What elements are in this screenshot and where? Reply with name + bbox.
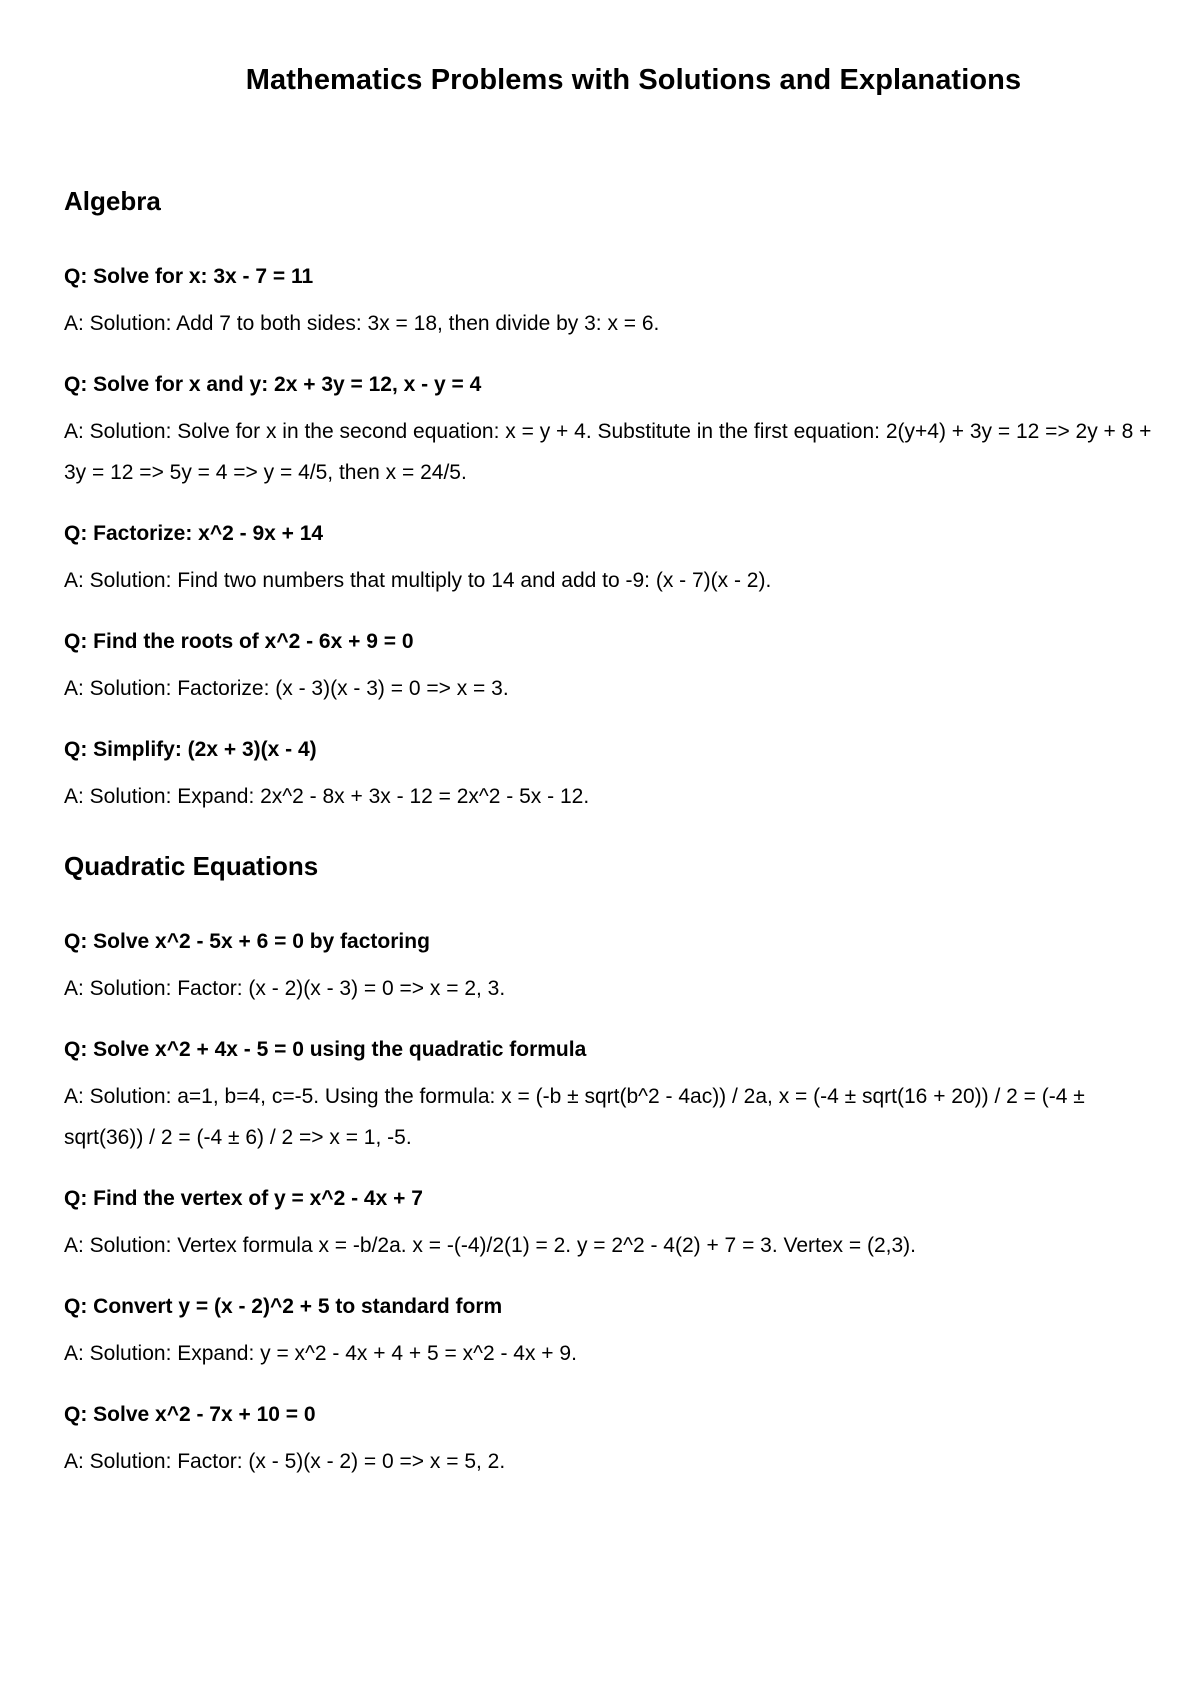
answer-text: A: Solution: Add 7 to both sides: 3x = 18, then divide by 3: x = 6. <box>64 312 660 335</box>
section-heading: Algebra <box>64 186 161 216</box>
question-text: Q: Solve x^2 + 4x - 5 = 0 using the quadratic formula <box>64 1038 587 1061</box>
question-text: Q: Find the vertex of y = x^2 - 4x + 7 <box>64 1187 423 1210</box>
qa-item <box>64 1292 1154 1374</box>
question-text: Q: Solve x^2 - 7x + 10 = 0 <box>64 1403 316 1426</box>
qa-item <box>64 519 1154 601</box>
document-body <box>64 184 1154 1514</box>
qa-item <box>64 1184 1154 1266</box>
answer-text: A: Solution: Factor: (x - 2)(x - 3) = 0 => x = 2, 3. <box>64 977 506 1000</box>
answer-text: A: Solution: a=1, b=4, c=-5. Using the formula: x = (-b ± sqrt(b^2 - 4ac)) / 2a, x = (-4 ± sqrt(16 + 20)) / 2 = (-4 ± sqrt(36)) / 2 = (-4 ± 6) / 2 => x = 1, -5. <box>64 1085 1085 1149</box>
qa-item <box>64 735 1154 817</box>
answer-text: A: Solution: Find two numbers that multiply to 14 and add to -9: (x - 7)(x - 2). <box>64 569 772 592</box>
question-text: Q: Solve for x and y: 2x + 3y = 12, x - y = 4 <box>64 373 482 396</box>
answer-text: A: Solution: Factor: (x - 5)(x - 2) = 0 => x = 5, 2. <box>64 1450 506 1473</box>
qa-item <box>64 1035 1154 1158</box>
qa-item <box>64 627 1154 709</box>
section-quadratic-equations <box>64 849 1154 1482</box>
answer-text: A: Solution: Factorize: (x - 3)(x - 3) = 0 => x = 3. <box>64 677 509 700</box>
question-text: Q: Convert y = (x - 2)^2 + 5 to standard form <box>64 1295 503 1318</box>
qa-item <box>64 1400 1154 1482</box>
question-text: Q: Solve for x: 3x - 7 = 11 <box>64 265 314 288</box>
answer-text: A: Solution: Solve for x in the second equation: x = y + 4. Substitute in the first equation: 2(y+4) + 3y = 12 => 2y + 8 + 3y = 12 => 5y = 4 => y = 4/5, then x = 24/5. <box>64 420 1152 484</box>
question-text: Q: Find the roots of x^2 - 6x + 9 = 0 <box>64 630 414 653</box>
question-text: Q: Simplify: (2x + 3)(x - 4) <box>64 738 317 761</box>
qa-list <box>64 927 1154 1482</box>
qa-item <box>64 927 1154 1009</box>
section-heading: Quadratic Equations <box>64 851 319 881</box>
answer-text: A: Solution: Vertex formula x = -b/2a. x = -(-4)/2(1) = 2. y = 2^2 - 4(2) + 7 = 3. Vertex = (2,3). <box>64 1234 916 1257</box>
answer-text: A: Solution: Expand: y = x^2 - 4x + 4 + 5 = x^2 - 4x + 9. <box>64 1342 577 1365</box>
question-text: Q: Factorize: x^2 - 9x + 14 <box>64 522 324 545</box>
qa-item <box>64 370 1154 493</box>
qa-list <box>64 262 1154 817</box>
document-title: Mathematics Problems with Solutions and Explanations <box>245 64 1022 96</box>
section-algebra <box>64 184 1154 817</box>
question-text: Q: Solve x^2 - 5x + 6 = 0 by factoring <box>64 930 430 953</box>
answer-text: A: Solution: Expand: 2x^2 - 8x + 3x - 12 = 2x^2 - 5x - 12. <box>64 785 590 808</box>
qa-item <box>64 262 1154 344</box>
